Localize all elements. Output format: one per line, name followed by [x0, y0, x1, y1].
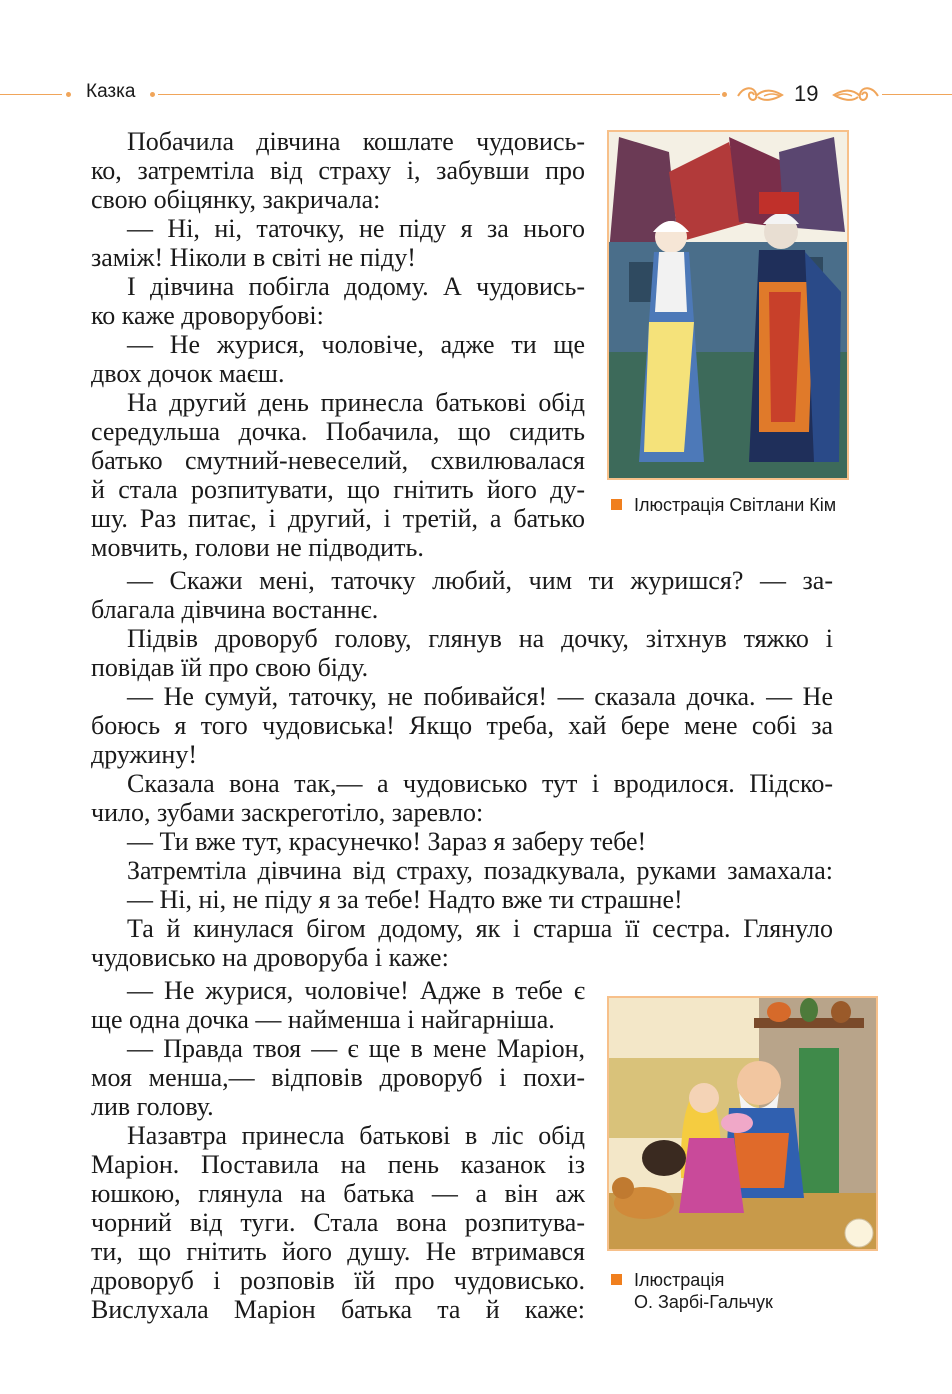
header-rule-right [882, 94, 952, 95]
story-text-top [91, 127, 585, 562]
text-line: чудовисько на дроворуба і каже: [91, 943, 449, 972]
text-line: На другий день принесла батькові обід [127, 388, 585, 417]
text-line: моя менша,— відповів дроворуб і похи- [91, 1063, 585, 1092]
text-line: дружину! [91, 740, 197, 769]
text-line: Назавтра принесла батькові в ліс обід [127, 1121, 585, 1150]
text-line: Побачила дівчина кошлате чудовись- [127, 127, 585, 156]
text-line: чорний від туги. Стала вона розпитува- [91, 1208, 585, 1237]
text-line: ко каже дроворубові: [91, 301, 324, 330]
text-line: батько смутний-невеселий, схвилювалася [91, 446, 585, 475]
text-line: боюсь я того чудовиська! Якщо треба, хай бере мене собі за [91, 711, 833, 740]
text-line: Сказала вона так,— а чудовисько тут і вродилося. Підско- [127, 769, 833, 798]
page-number: 19 [794, 81, 819, 106]
caption-marker-1 [611, 499, 622, 510]
section-title: Казка [86, 81, 136, 102]
text-line: свою обіцянку, закричала: [91, 185, 381, 214]
header-rule-left [0, 94, 62, 95]
text-line: ще одна дочка — найменша і найгарніша. [91, 1005, 555, 1034]
caption-zarbi-line-1: Ілюстрація [634, 1270, 725, 1290]
text-line: — Не журися, чоловіче, адже ти ще [127, 330, 585, 359]
ornament-left-icon [736, 84, 784, 106]
text-line: заміж! Ніколи в світі не піду! [91, 243, 416, 272]
text-line: мовчить, голови не підводить. [91, 533, 424, 562]
text-line: — Не сумуй, таточку, не побивайся! — сказала дочка. — Не [127, 682, 833, 711]
illustration-zarbi-picture [609, 998, 876, 1249]
text-line: І дівчина побігла додому. А чудовись- [127, 272, 585, 301]
text-line: середульша дочка. Побачила, що сидить [91, 417, 585, 446]
text-line: — Ні, ні, таточку, не піду я за нього [127, 214, 585, 243]
caption-zarbi-line-2: О. Зарбі-Гальчук [634, 1292, 773, 1312]
text-line: повідав їй про свою біду. [91, 653, 369, 682]
header-dot-left [66, 92, 71, 97]
illustration-kim-picture [609, 132, 847, 478]
text-line: двох дочок маєш. [91, 359, 285, 388]
text-line: чило, зубами заскреготіло, заревло: [91, 798, 484, 827]
caption-marker-2 [611, 1274, 622, 1285]
text-line: Затремтіла дівчина від страху, позадкувала, руками замахала: [127, 856, 833, 885]
caption-zarbi [634, 1269, 874, 1313]
illustration-kim [607, 130, 849, 480]
text-line: ко, затремтіла від страху і, забувши про [91, 156, 585, 185]
text-line: ти, що гнітить його душу. Не втримався [91, 1237, 585, 1266]
text-line: — Ні, ні, не піду я за тебе! Надто вже ти страшне! [127, 885, 683, 914]
text-line: благала дівчина востаннє. [91, 595, 379, 624]
header-dot-mid [150, 92, 155, 97]
text-line: Маріон. Поставила на пень казанок із [91, 1150, 585, 1179]
caption-kim: Ілюстрація Світлани Кім [634, 495, 837, 515]
text-line: й стала розпитувати, що гнітить його ду- [91, 475, 585, 504]
text-line: дроворуб і розповів їй про чудовисько. [91, 1266, 585, 1295]
text-line: Підвів дроворуб голову, глянув на дочку, зітхнув тяжко і [127, 624, 833, 653]
header-rule-middle [158, 94, 720, 95]
ornament-right-icon [832, 84, 880, 106]
story-text-full-width [91, 566, 833, 972]
text-line: Та й кинулася бігом додому, як і старша її сестра. Глянуло [127, 914, 833, 943]
illustration-zarbi [607, 996, 878, 1251]
header-dot-right [722, 92, 727, 97]
text-line: — Скажи мені, таточку любий, чим ти журишся? — за- [127, 566, 833, 595]
text-line: Вислухала Маріон батька та й каже: [91, 1295, 585, 1324]
text-line: — Не журися, чоловіче! Адже в тебе є [127, 976, 585, 1005]
text-line: юшкою, глянула на батька — а він аж [91, 1179, 585, 1208]
text-line: лив голову. [91, 1092, 214, 1121]
story-text-bottom [91, 976, 585, 1324]
text-line: шу. Раз питає, і другий, і третій, а батько [91, 504, 585, 533]
text-line: — Правда твоя — є ще в мене Маріон, [127, 1034, 585, 1063]
text-line: — Ти вже тут, красунечко! Зараз я заберу тебе! [127, 827, 647, 856]
